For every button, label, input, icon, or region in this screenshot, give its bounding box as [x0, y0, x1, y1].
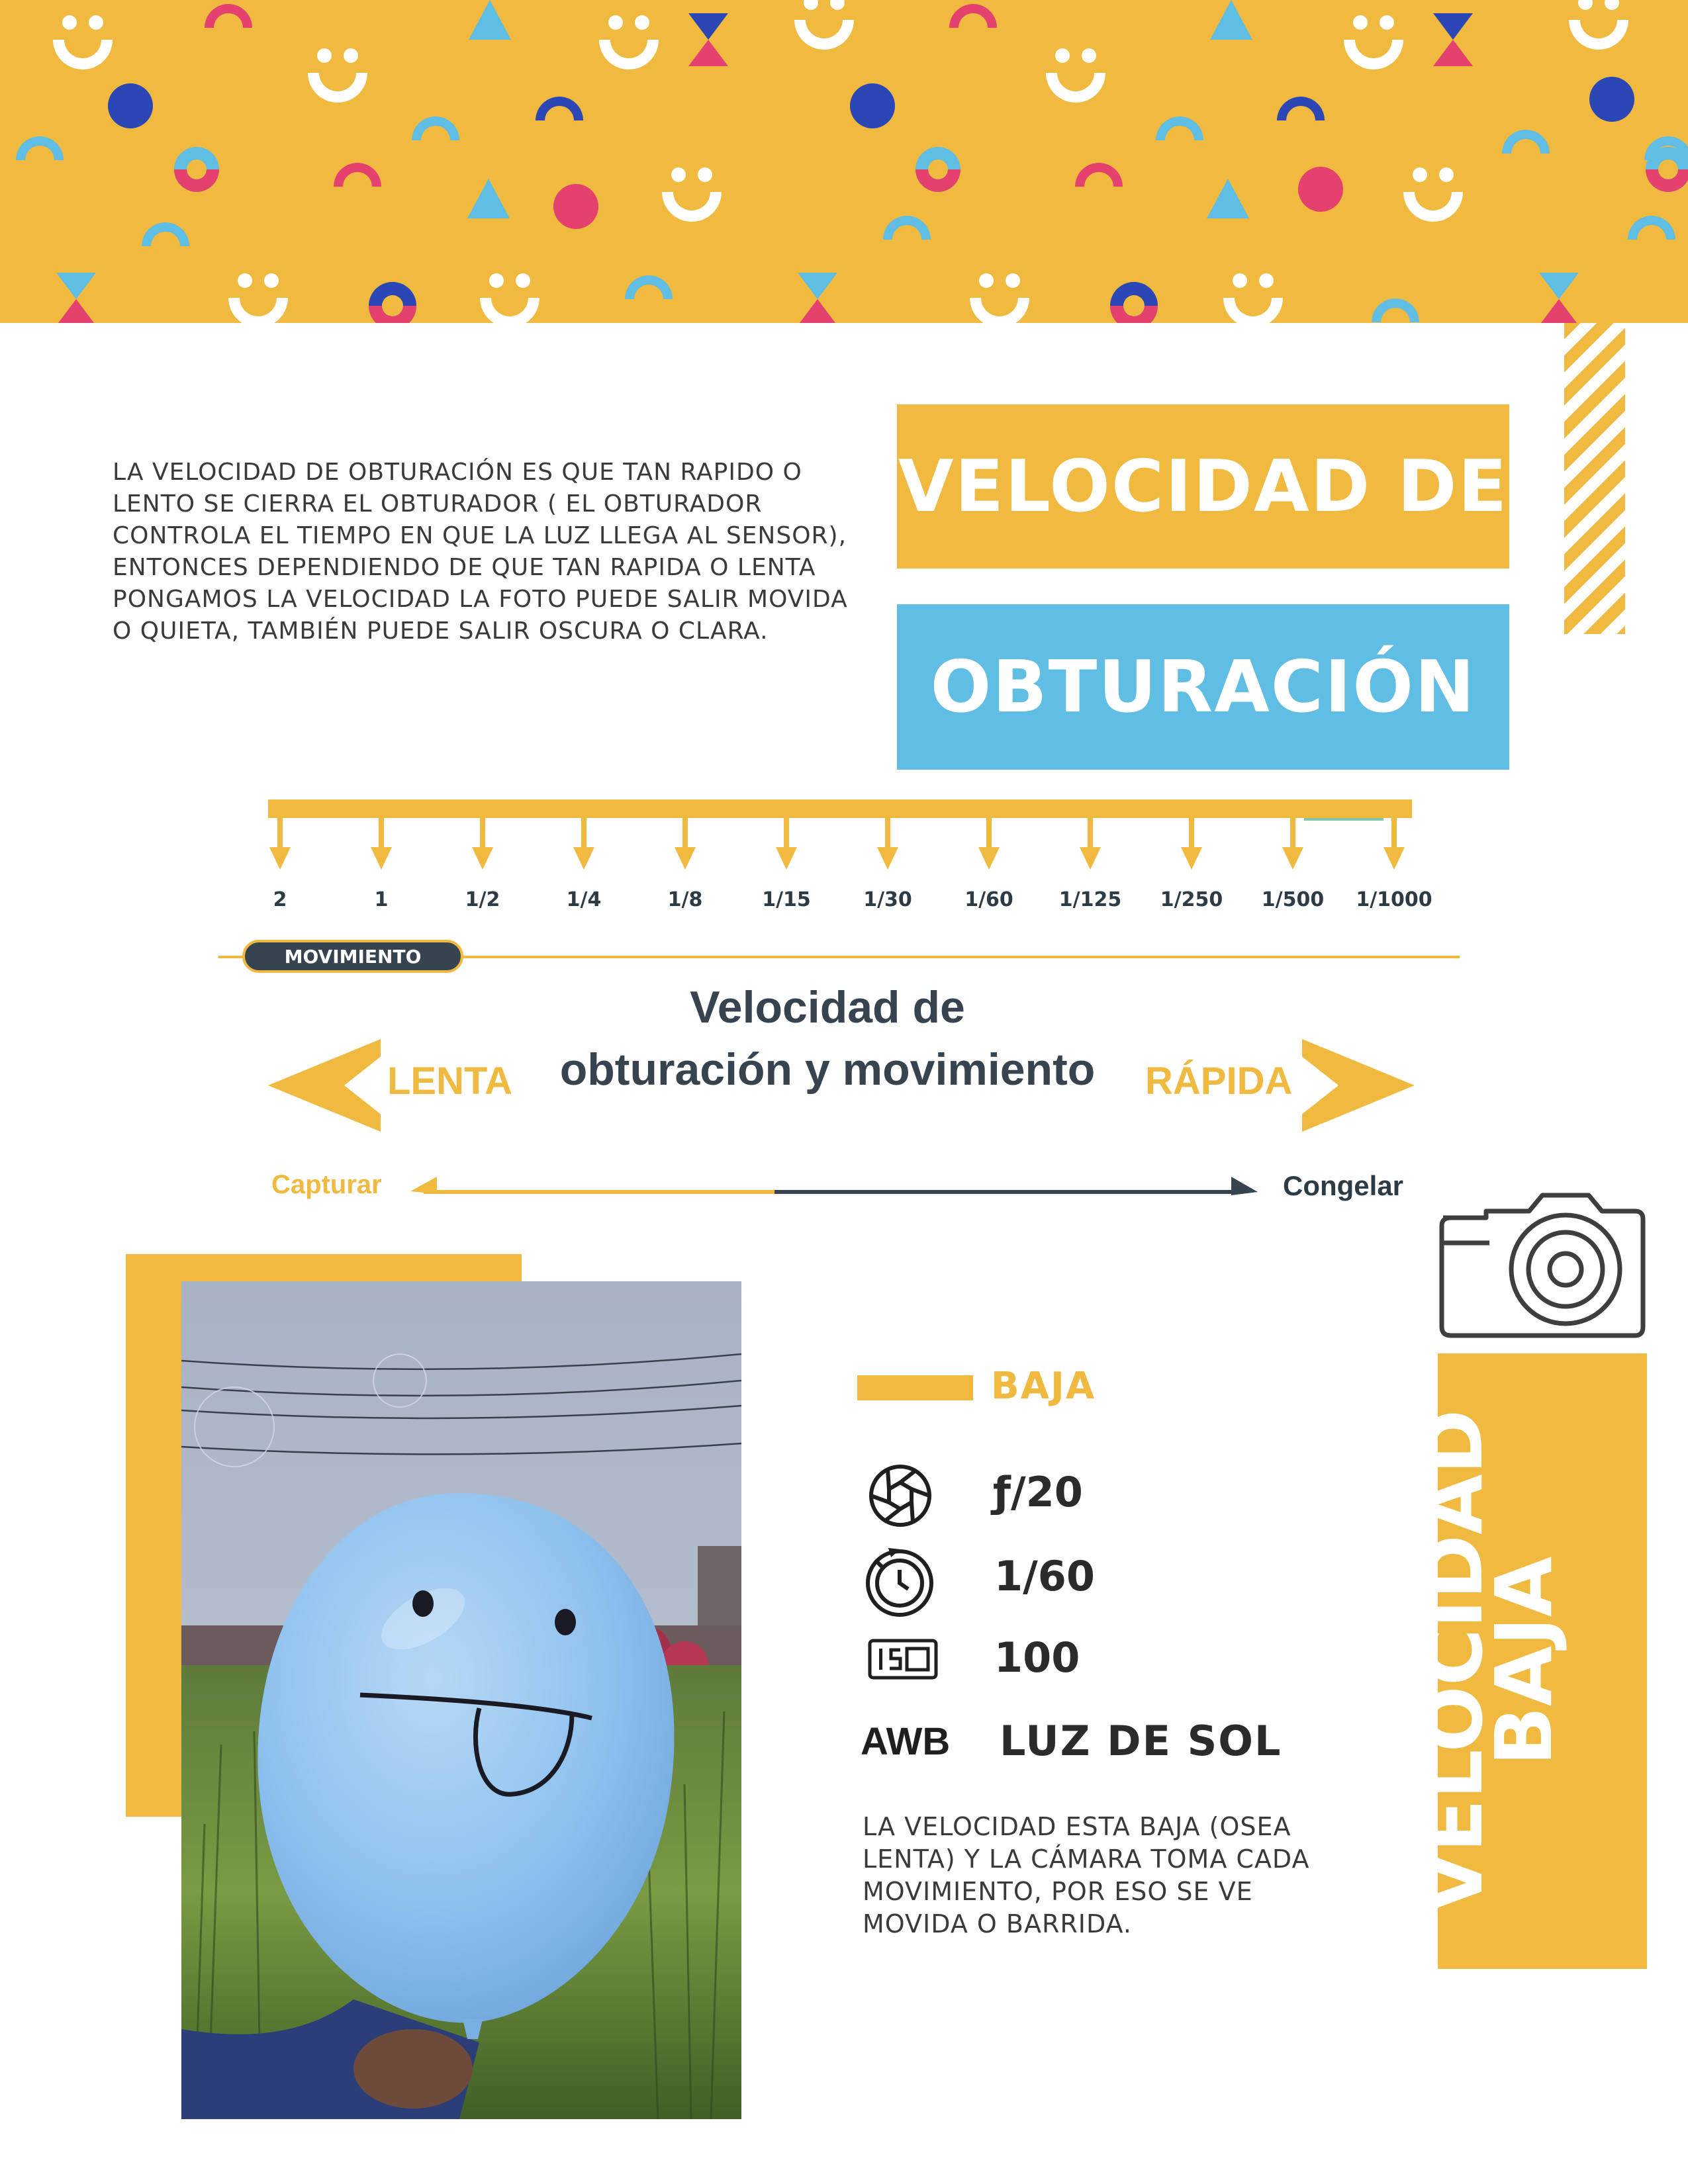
shutter-scale-bar [261, 794, 1427, 874]
scale-arrow [1282, 818, 1303, 870]
white-balance-value: LUZ DE SOL [1000, 1717, 1282, 1765]
slow-arrow-icon [268, 1039, 384, 1132]
diagram-heading-line-2: obturación y movimiento [559, 1044, 1096, 1095]
scale-arrow [877, 818, 898, 870]
diagram-heading [503, 976, 1152, 1101]
camera-icon [1436, 1191, 1648, 1340]
aperture-value: ƒ/20 [993, 1468, 1083, 1516]
iso-icon [867, 1638, 939, 1680]
speed-level-label: BAJA [991, 1365, 1096, 1408]
fast-label: RÁPIDA [1145, 1060, 1293, 1103]
capture-freeze-arrow [410, 1173, 1271, 1199]
tick-label: 2 [273, 888, 287, 911]
tick-label: 1/125 [1058, 888, 1122, 911]
movement-pill: MOVIMIENTO [242, 940, 463, 973]
scale-arrow [776, 818, 797, 870]
intro-paragraph: LA VELOCIDAD DE OBTURACIÓN ES QUE TAN RAPIDO O LENTO SE CIERRA EL OBTURADOR ( EL OBTURADOR CONTROLA EL TIEMPO EN QUE LA LUZ LLEGA AL SENSOR), ENTONCES DEPENDIENDO DE QUE TAN RAPIDA O LENTA PONGAMOS LA VELOCIDAD LA FOTO PUEDE SALIR MOVIDA O QUIETA, TAMBIÉN PUEDE SALIR OSCURA O CLARA. [113, 459, 848, 645]
shutter-value: 1/60 [994, 1552, 1096, 1600]
aperture-icon [864, 1463, 937, 1529]
stripes-decoration [1559, 323, 1632, 634]
tick-label: 1/30 [863, 888, 912, 911]
scale-arrow [1080, 818, 1101, 870]
scale-arrow [269, 818, 291, 870]
capture-label: Capturar [271, 1170, 382, 1199]
scale-arrow [1383, 818, 1405, 870]
tick-label: 1/4 [566, 888, 602, 911]
title-line-2: OBTURACIÓN [897, 604, 1509, 770]
fast-arrow-icon [1299, 1039, 1415, 1132]
tick-label: 1/250 [1160, 888, 1223, 911]
awb-icon: AWB [861, 1720, 951, 1763]
tick-label: 1/2 [465, 888, 500, 911]
scale-arrow [978, 818, 1000, 870]
diagram-heading-line-1: Velocidad de [690, 982, 965, 1032]
slow-label: LENTA [387, 1060, 513, 1103]
decorative-banner [0, 0, 1688, 323]
scale-arrow [1181, 818, 1202, 870]
scale-arrow [472, 818, 493, 870]
tick-label: 1/15 [762, 888, 811, 911]
vertical-label-box [1409, 1353, 1647, 1969]
scale-arrow [573, 818, 594, 870]
tick-label: 1/1000 [1356, 888, 1432, 911]
balloon-photo-illustration [181, 1281, 741, 2119]
vertical-label-line-1: VELOCIDAD [1409, 1409, 1500, 1913]
shutter-timer-icon [862, 1545, 937, 1618]
tick-label: 1/60 [964, 888, 1013, 911]
iso-value: 100 [994, 1633, 1080, 1682]
vertical-label-line-2: BAJA [1478, 1556, 1570, 1766]
title-line-1: VELOCIDAD DE [897, 404, 1509, 569]
description-paragraph: LA VELOCIDAD ESTA BAJA (OSEA LENTA) Y LA CÁMARA TOMA CADA MOVIMIENTO, POR ESO SE VE MOVIDA O BARRIDA. [863, 1812, 1310, 1938]
tick-label: 1/500 [1261, 888, 1325, 911]
balloon-photo [181, 1281, 741, 2119]
level-marker-bar [857, 1375, 973, 1400]
tick-label: 1 [374, 888, 389, 911]
scale-arrow [675, 818, 696, 870]
pattern-illustration [0, 0, 1688, 323]
tick-label: 1/8 [667, 888, 703, 911]
scale-arrow [371, 818, 392, 870]
freeze-label: Congelar [1283, 1170, 1404, 1201]
